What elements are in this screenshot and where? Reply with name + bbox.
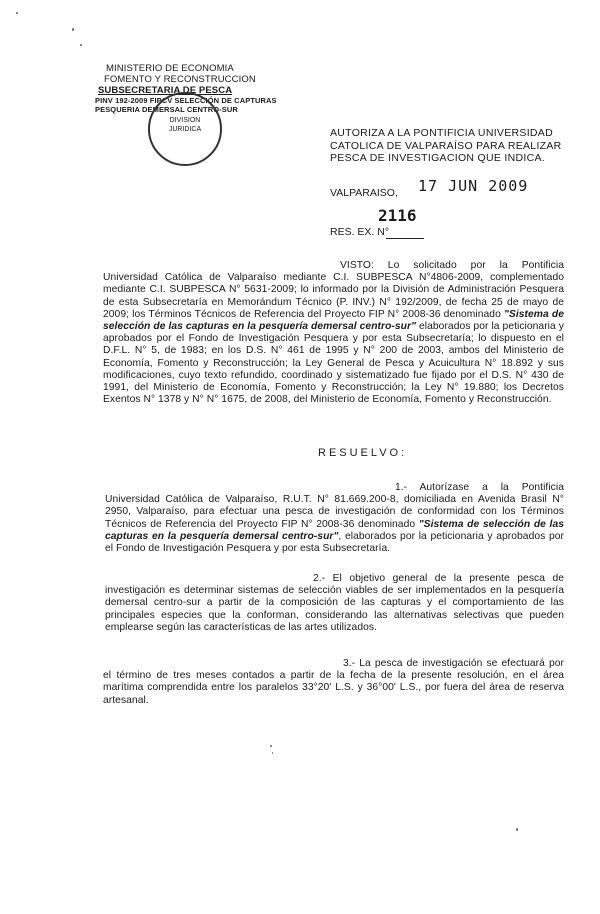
scan-speck <box>16 12 18 14</box>
resolution-underline <box>386 238 424 239</box>
division-juridica-stamp <box>148 92 222 166</box>
item-1-paragraph <box>105 482 564 555</box>
stamp-line-1: DIVISION <box>169 117 201 124</box>
resolution-label: RES. EX. N° <box>330 226 390 238</box>
visto-project-title: "Sistema de selección de las capturas en la pesquería demersal centro-sur" <box>103 308 564 333</box>
header-line-4: PINV 192-2009 FIPCV SELECCIÓN DE CAPTURAS <box>95 96 277 105</box>
resuelvo-heading: RESUELVO: <box>318 447 408 459</box>
header-line-5: PESQUERIA DEMERSAL CENTRO-SUR <box>95 105 238 114</box>
item-1-text-2: , elaborados por la peticionaria y aprobados por el Fondo de Investigación Pesquera y por esta Subsecretaría. <box>105 530 564 555</box>
header-line-3: SUBSECRETARIA DE PESCA <box>98 85 233 96</box>
scan-speck <box>72 28 74 31</box>
subject-text: AUTORIZA A LA PONTIFICIA UNIVERSIDAD CATOLICA DE VALPARAÍSO PARA REALIZAR PESCA DE INVESTIGACION QUE INDICA. <box>330 127 562 164</box>
item-3-paragraph: 3.- La pesca de investigación se efectuará por el término de tres meses contados a partir de la fecha de la presente resolución, en el área marítima comprendida entre los paralelos 33°20' L.S. y 36°00' L.S., por fuera del área de reserva artesanal. <box>103 658 564 706</box>
resolution-number: 2116 <box>378 206 417 225</box>
header-line-1: MINISTERIO DE ECONOMIA <box>106 63 234 74</box>
item-1-project-title: "Sistema de selección de las capturas en la pesquería demersal centro-sur" <box>105 518 565 542</box>
item-1-text-1: 1.- Autorízase a la Pontificia Universidad Católica de Valparaíso, R.U.T. N° 81.669.200-8, domiciliada en Avenida Brasil N° 2950, Valparaíso, para efectuar una pesca de investigación de conformidad con los Términos Técnicos de Referencia del Proyecto FIP N° 2008-36 denominado <box>105 482 564 530</box>
header-line-2: FOMENTO Y RECONSTRUCCION <box>104 74 256 85</box>
item-2-paragraph: 2.- El objetivo general de la presente pesca de investigación es determinar sistemas de selección viables de ser implementados en la pesquería demersal centro-sur a partir de la composición de las capturas y el comportamiento de las principales especies que la conforman, considerando las alternativas selectivas que pueden emplearse según las características de las artes utilizados. <box>105 573 564 633</box>
scan-speck <box>80 44 82 46</box>
date-stamp: 17 JUN 2009 <box>418 177 529 195</box>
visto-text-1: VISTO: Lo solicitado por la Pontificia Universidad Católica de Valparaíso mediante C.I. SUBPESCA N°4806-2009, complementado mediante C.I. SUBPESCA N° 5631-2009; lo informado por la División de Administración Pesquera de esta Subsecretaría en Memorándum Técnico (P. INV.) N° 192/2009, de fecha 25 de mayo de 2009; los Términos Técnicos de Referencia del Proyecto FIP N° 2008-36 denominado <box>103 260 564 320</box>
scan-speck <box>272 752 273 754</box>
visto-paragraph <box>103 260 564 406</box>
scan-speck <box>516 828 518 831</box>
visto-text-2: elaborados por la peticionaria y aprobados por el Fondo de Investigación Pesquera y por esta Subsecretaría; lo dispuesto en el D.F.L. N° 5, de 1983; en los D.S. N° 461 de 1995 y N° 200 de 2003, ambos del Ministerio de Economía, Fomento y Reconstrucción; la Ley General de Pesca y Acuicultura N° 18.892 y sus modificaciones, cuyo texto refundido, coordinado y sistematizado fue fijado por el D.S. N° 430 de 1991, del Ministerio de Economía, Fomento y Reconstrucción; la Ley N° 19.880; los Decretos Exentos N° 1378 y N° N° 1675, de 2008, del Ministerio de Economía, Fomento y Reconstrucción. <box>103 321 564 406</box>
scan-speck <box>270 745 272 747</box>
stamp-line-2: JURIDICA <box>168 126 202 133</box>
date-place: VALPARAISO, <box>330 187 398 199</box>
